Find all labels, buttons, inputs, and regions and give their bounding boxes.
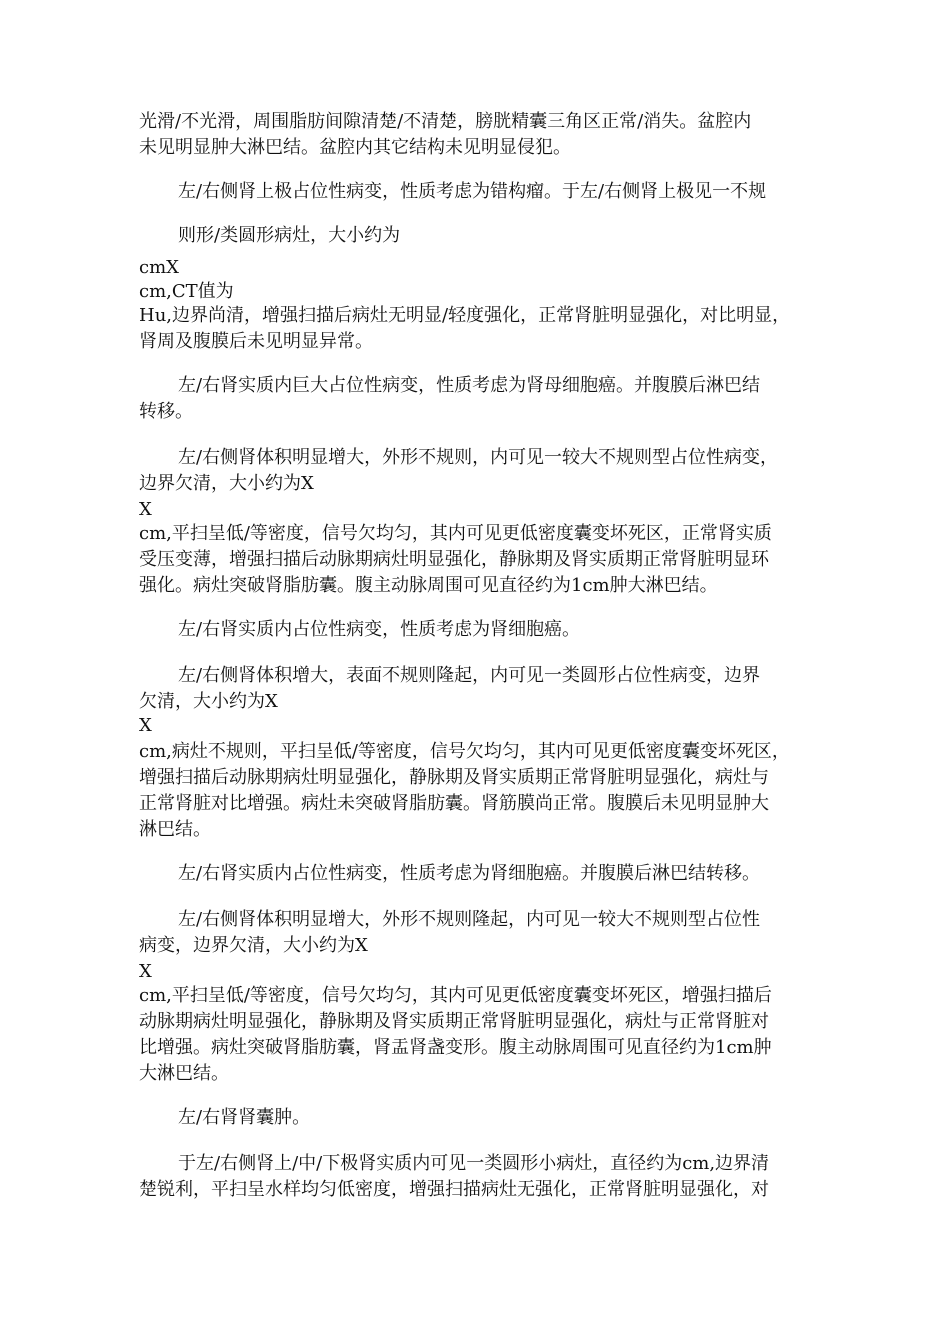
text-line: X: [139, 499, 152, 520]
text-line: 转移。: [139, 401, 193, 422]
text-line: 左/右侧肾体积明显增大，外形不规则，内可见一较大不规则型占位性病变，: [178, 447, 779, 468]
text-line: 则形/类圆形病灶，大小约为: [178, 225, 401, 246]
text-line: 强化。病灶突破肾脂肪囊。腹主动脉周围可见直径约为1cm肿大淋巴结。: [139, 575, 718, 596]
text-line: 左/右肾肾囊肿。: [178, 1107, 311, 1128]
text-line: X: [139, 961, 152, 982]
text-line: 受压变薄，增强扫描后动脉期病灶明显强化，静脉期及肾实质期正常肾脏明显环: [139, 549, 769, 570]
text-line: 正常肾脏对比增强。病灶未突破肾脂肪囊。肾筋膜尚正常。腹膜后未见明显肿大: [139, 793, 769, 814]
text-line: 左/右侧肾体积明显增大，外形不规则隆起，内可见一较大不规则型占位性: [178, 909, 761, 930]
text-line: 大淋巴结。: [139, 1063, 229, 1084]
text-line: 左/右侧肾体积增大，表面不规则隆起，内可见一类圆形占位性病变，边界: [178, 665, 761, 686]
text-line: 肾周及腹膜后未见明显异常。: [139, 331, 373, 352]
text-line: 病变，边界欠清，大小约为X: [139, 935, 368, 956]
text-line: 于左/右侧肾上/中/下极肾实质内可见一类圆形小病灶，直径约为cm,边界清: [178, 1153, 770, 1174]
text-line: 动脉期病灶明显强化，静脉期及肾实质期正常肾脏明显强化，病灶与正常肾脏对: [139, 1011, 769, 1032]
text-line: 欠清，大小约为X: [139, 691, 278, 712]
text-line: cm,病灶不规则，平扫呈低/等密度，信号欠均匀，其内可见更低密度囊变坏死区，: [139, 741, 790, 762]
text-line: 左/右侧肾上极占位性病变，性质考虑为错构瘤。于左/右侧肾上极见一不规: [178, 181, 767, 202]
text-line: 淋巴结。: [139, 819, 211, 840]
text-line: 边界欠清，大小约为X: [139, 473, 314, 494]
text-line: Hu,边界尚清，增强扫描后病灶无明显/轻度强化，正常肾脏明显强化，对比明显，: [139, 305, 791, 326]
text-line: 左/右肾实质内占位性病变，性质考虑为肾细胞癌。并腹膜后淋巴结转移。: [178, 863, 761, 884]
text-line: 增强扫描后动脉期病灶明显强化，静脉期及肾实质期正常肾脏明显强化，病灶与: [139, 767, 769, 788]
text-line: cm,平扫呈低/等密度，信号欠均匀，其内可见更低密度囊变坏死区，增强扫描后: [139, 985, 772, 1006]
text-line: 左/右肾实质内占位性病变，性质考虑为肾细胞癌。: [178, 619, 581, 640]
text-line: 光滑/不光滑，周围脂肪间隙清楚/不清楚，膀胱精囊三角区正常/消失。盆腔内: [139, 111, 752, 132]
text-line: X: [139, 715, 152, 736]
text-line: 楚锐利，平扫呈水样均匀低密度，增强扫描病灶无强化，正常肾脏明显强化，对: [139, 1179, 769, 1200]
text-line: 未见明显肿大淋巴结。盆腔内其它结构未见明显侵犯。: [139, 137, 571, 158]
text-line: 比增强。病灶突破肾脂肪囊，肾盂肾盏变形。腹主动脉周围可见直径约为1cm肿: [139, 1037, 772, 1058]
text-line: 左/右肾实质内巨大占位性病变，性质考虑为肾母细胞癌。并腹膜后淋巴结: [178, 375, 761, 396]
text-line: cmX: [139, 257, 179, 278]
text-line: cm,CT值为: [139, 281, 234, 302]
text-line: cm,平扫呈低/等密度，信号欠均匀，其内可见更低密度囊变坏死区，正常肾实质: [139, 523, 772, 544]
